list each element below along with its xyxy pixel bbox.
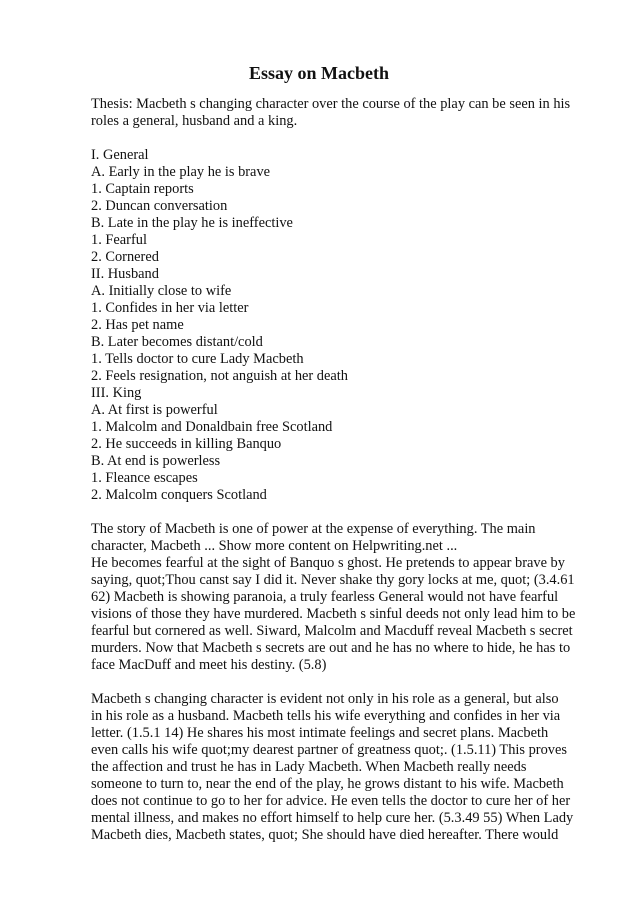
- thesis-line: Thesis: Macbeth s changing character over the course of the play can be seen in his: [91, 96, 571, 112]
- spacer: [91, 504, 591, 521]
- outline-item: II. Husband: [91, 266, 159, 282]
- paragraph-line: someone to turn to, near the end of the play, he grows distant to his wife. Macbeth: [91, 776, 564, 792]
- paragraph-line: Macbeth dies, Macbeth states, quot; She should have died hereafter. There would: [91, 827, 559, 843]
- paragraph-line: even calls his wife quot;my dearest partner of greatness quot;. (1.5.11) This proves: [91, 742, 567, 758]
- thesis-line: roles a general, husband and a king.: [91, 113, 298, 129]
- paragraph-line: face MacDuff and meet his destiny. (5.8): [91, 657, 327, 673]
- paragraph-line: fearful but cornered as well. Siward, Malcolm and Macduff reveal Macbeth s secret: [91, 623, 573, 639]
- outline-item: B. Later becomes distant/cold: [91, 334, 263, 350]
- paragraph-1: [91, 521, 591, 674]
- paragraph-line: Macbeth s changing character is evident not only in his role as a general, but also: [91, 691, 559, 707]
- paragraph-line: murders. Now that Macbeth s secrets are out and he has no where to hide, he has to: [91, 640, 571, 656]
- paragraph-line: saying, quot;Thou canst say I did it. Never shake thy gory locks at me, quot; (3.4.61: [91, 572, 575, 588]
- paragraph-line: He becomes fearful at the sight of Banquo s ghost. He pretends to appear brave by: [91, 555, 565, 571]
- outline-item: III. King: [91, 385, 142, 401]
- outline-item: 1. Malcolm and Donaldbain free Scotland: [91, 419, 333, 435]
- paragraph-line: letter. (1.5.1 14) He shares his most intimate feelings and secret plans. Macbeth: [91, 725, 549, 741]
- paragraph-2: [91, 691, 591, 844]
- outline-item: 2. Malcolm conquers Scotland: [91, 487, 267, 503]
- spacer: [91, 130, 591, 147]
- outline-item: A. Initially close to wife: [91, 283, 232, 299]
- outline-item: A. Early in the play he is brave: [91, 164, 271, 180]
- outline-item: 2. He succeeds in killing Banquo: [91, 436, 282, 452]
- outline-item: 2. Has pet name: [91, 317, 184, 333]
- outline-item: I. General: [91, 147, 149, 163]
- outline-item: 1. Fleance escapes: [91, 470, 198, 486]
- outline-item: 2. Cornered: [91, 249, 159, 265]
- paragraph-line: 62) Macbeth is showing paranoia, a truly fearless General would not have fearful: [91, 589, 559, 605]
- outline-item: 1. Confides in her via letter: [91, 300, 249, 316]
- outline-item: 1. Tells doctor to cure Lady Macbeth: [91, 351, 304, 367]
- paragraph-line: character, Macbeth ... Show more content on Helpwriting.net ...: [91, 538, 458, 554]
- paragraph-line: mental illness, and makes no effort himself to help cure her. (5.3.49 55) When Lady: [91, 810, 574, 826]
- paragraph-line: The story of Macbeth is one of power at the expense of everything. The main: [91, 521, 536, 537]
- paragraph-line: the affection and trust he has in Lady Macbeth. When Macbeth really needs: [91, 759, 527, 775]
- outline-item: A. At first is powerful: [91, 402, 218, 418]
- outline-item: 1. Captain reports: [91, 181, 194, 197]
- paragraph-line: visions of those they have murdered. Macbeth s sinful deeds not only lead him to be: [91, 606, 576, 622]
- outline-item: B. Late in the play he is ineffective: [91, 215, 293, 231]
- outline-item: B. At end is powerless: [91, 453, 221, 469]
- outline-item: 2. Feels resignation, not anguish at her death: [91, 368, 348, 384]
- thesis: [91, 96, 591, 130]
- document-title: Essay on Macbeth: [248, 63, 389, 83]
- paragraph-line: in his role as a husband. Macbeth tells his wife everything and confides in her via: [91, 708, 561, 724]
- paragraph-line: does not continue to go to her for advice. He even tells the doctor to cure her of her: [91, 793, 571, 809]
- spacer: [91, 674, 591, 691]
- outline-item: 2. Duncan conversation: [91, 198, 228, 214]
- outline: [91, 147, 591, 504]
- document-body: [91, 96, 591, 844]
- outline-item: 1. Fearful: [91, 232, 147, 248]
